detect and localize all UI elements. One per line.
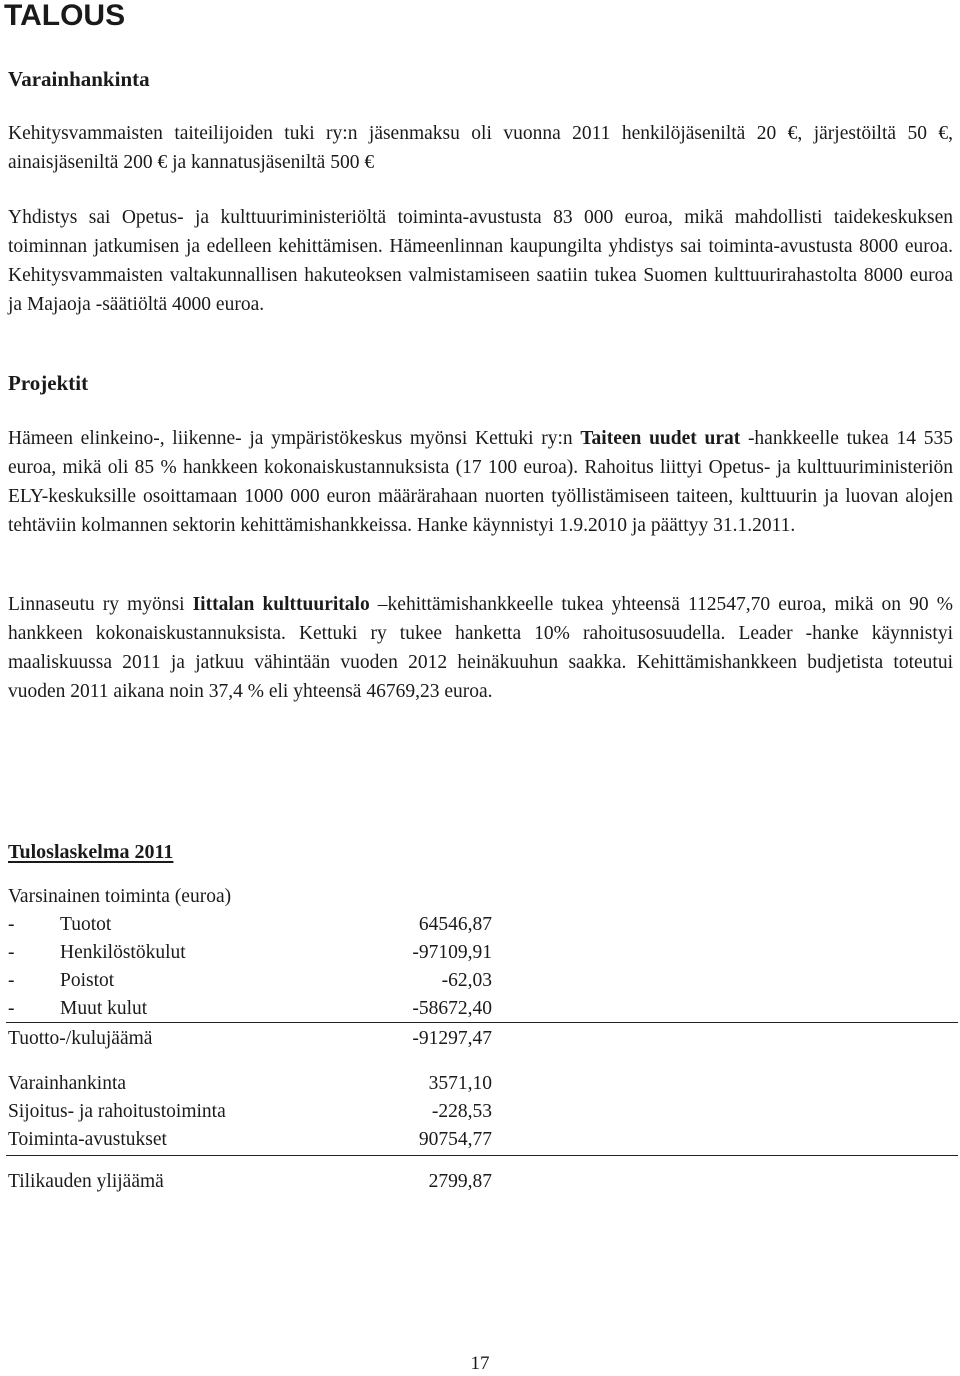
row-value: 90754,77 xyxy=(418,1129,492,1150)
section-heading-projektit: Projektit xyxy=(8,371,89,395)
row-label: Toiminta-avustukset xyxy=(8,1129,167,1150)
row-value: 3571,10 xyxy=(428,1073,492,1094)
table-row xyxy=(8,1126,498,1154)
row-value: 64546,87 xyxy=(418,914,492,935)
table-row xyxy=(8,911,498,939)
total-divider xyxy=(6,1155,958,1156)
row-value: 2799,87 xyxy=(428,1171,492,1192)
row-label: Henkilöstökulut xyxy=(60,942,186,963)
section-heading-varainhankinta: Varainhankinta xyxy=(8,67,150,91)
project-name-bold: Iittalan kulttuuritalo xyxy=(192,594,370,615)
row-value: -58672,40 xyxy=(412,998,492,1019)
table-row xyxy=(8,939,498,967)
row-dash: - xyxy=(8,942,15,963)
row-label: Varainhankinta xyxy=(8,1073,127,1094)
row-label: Muut kulut xyxy=(60,998,148,1019)
row-label: Poistot xyxy=(60,970,115,991)
row-dash: - xyxy=(8,914,15,935)
row-label: Sijoitus- ja rahoitustoiminta xyxy=(8,1101,226,1122)
page-number: 17 xyxy=(470,1353,490,1374)
row-label: Tuotot xyxy=(60,914,112,935)
paragraph-text: Hämeen elinkeino-, liikenne- ja ympäristökeskus myönsi Kettuki ry:n xyxy=(8,428,581,449)
subtotal-divider xyxy=(6,1022,958,1023)
paragraph-text: -hankkeelle tukea 14 535 euroa, mikä oli 85 % hankkeen kokonaiskustannuksista (17 100 euroa). Rahoitus liittyi Opetus- ja kulttuuriministeriön ELY-keskuksille osoittamaan 1000 000 euron määrärahaan nuorten työllistämiseen taiteen, kulttuurin ja luovan alojen tehtäviin kolmannen sektorin kehittämishankkeissa. Hanke käynnistyi 1.9.2010 ja päättyy 31.1.2011. xyxy=(8,428,953,536)
table-row xyxy=(8,1070,498,1098)
project-name-bold: Taiteen uudet urat xyxy=(580,428,741,449)
row-label: Tuotto-/kulujäämä xyxy=(8,1028,153,1049)
row-label: Tilikauden ylijäämä xyxy=(8,1171,164,1192)
paragraph-text: –kehittämishankkeelle tukea yhteensä 112547,70 euroa, mikä on 90 % hankkeen kokonaiskustannuksista. Kettuki ry tukee hanketta 10% rahoitusosuudella. Leader -hanke käynnistyi maaliskuussa 2011 ja jatkuu vähintään vuoden 2012 heinäkuuhun saakka. Kehittämishankkeen budjetista toteutui vuoden 2011 aikana noin 37,4 % eli yhteensä 46769,23 euroa. xyxy=(8,594,953,702)
row-value: -62,03 xyxy=(441,970,492,991)
total-row xyxy=(8,1168,498,1196)
subtotal-row xyxy=(8,1025,498,1053)
page-title: TALOUS xyxy=(4,0,126,32)
row-value: -97109,91 xyxy=(412,942,492,963)
grants-paragraph: Yhdistys sai Opetus- ja kulttuuriministeriöltä toiminta-avustusta 83 000 euroa, mikä mahdollisti taidekeskuksen toiminnan jatkumisen ja edelleen kehittämisen. Hämeenlinnan kaupungilta yhdistys sai toiminta-avustusta 8000 euroa. Kehitysvammaisten valtakunnallisen hakuteoksen valmistamiseen saatiin tukea Suomen kulttuurirahastolta 8000 euroa ja Majaoja -säätiöltä 4000 euroa. xyxy=(8,207,953,315)
income-statement-title: Tuloslaskelma 2011 xyxy=(8,841,174,863)
paragraph-text: Linnaseutu ry myönsi xyxy=(8,594,193,615)
row-value: -228,53 xyxy=(431,1101,492,1122)
income-statement-subtitle xyxy=(8,883,498,911)
project-paragraph-taiteen-uudet-urat xyxy=(8,424,953,540)
row-dash: - xyxy=(8,998,15,1019)
row-dash: - xyxy=(8,970,15,991)
table-row xyxy=(8,967,498,995)
membership-fee-paragraph: Kehitysvammaisten taiteilijoiden tuki ry:n jäsenmaksu oli vuonna 2011 henkilöjäseniltä 20 €, järjestöiltä 50 €, ainaisjäseniltä 200 € ja kannatusjäseniltä 500 € xyxy=(8,123,953,173)
row-value: -91297,47 xyxy=(412,1028,492,1049)
project-paragraph-iittalan-kulttuuritalo xyxy=(8,590,953,706)
table-row xyxy=(8,995,498,1023)
row-label: Varsinainen toiminta (euroa) xyxy=(8,886,232,907)
table-row xyxy=(8,1098,498,1126)
